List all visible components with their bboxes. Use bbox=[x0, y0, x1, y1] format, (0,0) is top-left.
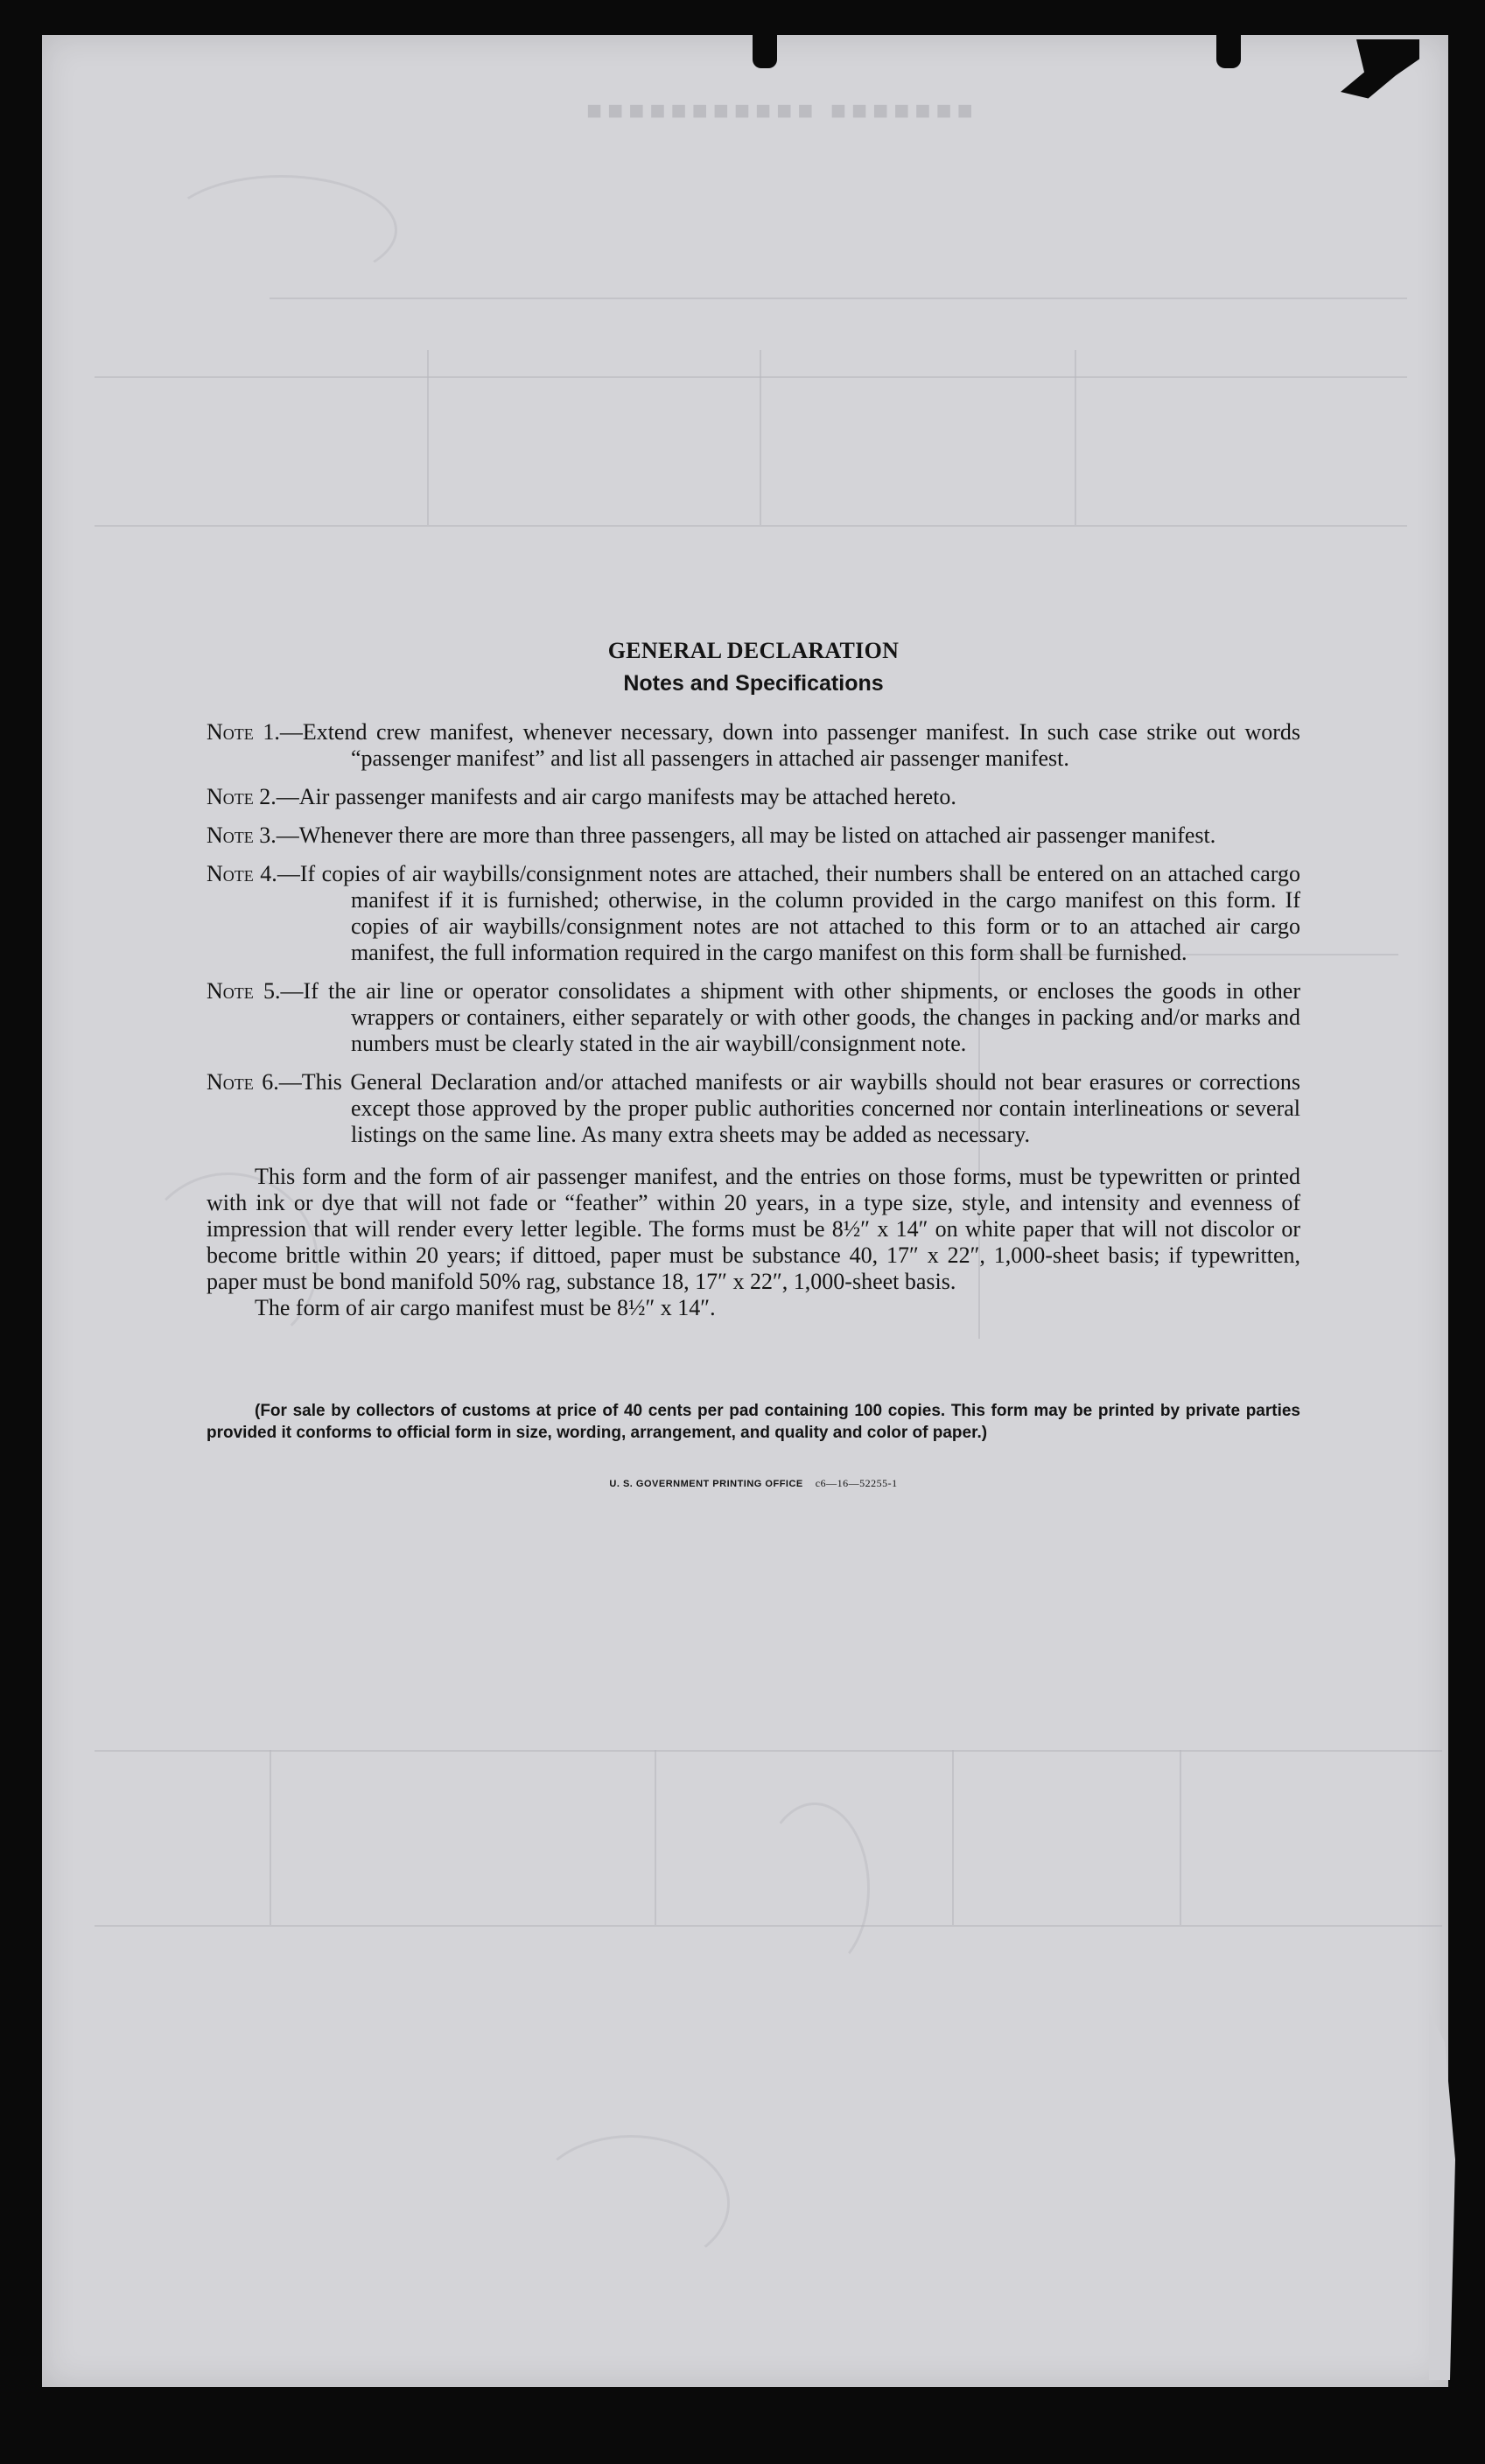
note-2: Note 2.—Air passenger manifests and air cargo manifests may be attached hereto. bbox=[207, 784, 956, 809]
note-text: Whenever there are more than three passengers, all may be listed on attached air passenger manifest. bbox=[298, 822, 1216, 848]
note-6: Note 6.—This General Declaration and/or attached manifests or air waybills should not bear erasures or corrections except those approved by the proper public authorities concerned nor contain interlineations or several listings on the same line. As many extra sheets may be added as necessary. bbox=[207, 1069, 1301, 1147]
note-1: Note 1.—Extend crew manifest, whenever necessary, down into passenger manifest. In such case strike out words “passenger manifest” and list all passengers in attached air passenger manifest. bbox=[207, 719, 1301, 771]
bleed-through-line bbox=[270, 1750, 271, 1925]
bleed-through-line bbox=[95, 1750, 1442, 1752]
printer-imprint bbox=[207, 1470, 1300, 1497]
note-5: Note 5.—If the air line or operator consolidates a shipment with other shipments, or encloses the goods in other wrappers or containers, either separately or with other goods, the changes in packing and/or marks and numbers must be clearly stated in the air waybill/consignment note. bbox=[207, 978, 1300, 1056]
page-title: GENERAL DECLARATION bbox=[607, 638, 900, 663]
bleed-through-line bbox=[95, 525, 1407, 527]
note-text: Air passenger manifests and air cargo manifests may be attached hereto. bbox=[298, 784, 956, 809]
bleed-through-line bbox=[760, 350, 761, 525]
printer-name: U. S. GOVERNMENT PRINTING OFFICE bbox=[609, 1479, 803, 1489]
punch-notch bbox=[1216, 35, 1241, 68]
note-label: Note 5. bbox=[207, 978, 281, 1004]
declaration-notes bbox=[207, 637, 1300, 1497]
note-text: If the air line or operator consolidates a shipment with other shipments, or encloses the goods in other wrappers or containers, either separately or with other goods, the changes in packing and/or marks and numbers must be clearly stated in the air waybill/consignment note. bbox=[303, 978, 1300, 1056]
cargo-manifest-size-paragraph: The form of air cargo manifest must be 8½″ x 14″. bbox=[255, 1295, 716, 1320]
note-3: Note 3.—Whenever there are more than three passengers, all may be listed on attached air passenger manifest. bbox=[207, 822, 1216, 848]
bleed-through-line bbox=[95, 376, 1407, 378]
note-4: Note 4.—If copies of air waybills/consignment notes are attached, their numbers shall be entered on an attached cargo manifest if it is furnished; otherwise, in the column provided in the cargo manifest on this form. If copies of air waybills/consignment notes are not attached to this form or to an attached air cargo manifest, the full information required in the cargo manifest on this form shall be furnished. bbox=[207, 861, 1300, 965]
bleed-through-marking: ■■■■■■■ ■■■■■■■■■■■ bbox=[581, 96, 973, 125]
bleed-through-line bbox=[655, 1750, 656, 1925]
bleed-through-line bbox=[952, 1750, 954, 1925]
sale-notice bbox=[207, 1400, 1300, 1444]
page-subtitle: Notes and Specifications bbox=[623, 671, 884, 696]
bleed-through-line bbox=[1075, 350, 1076, 525]
bleed-through-line bbox=[427, 350, 429, 525]
bleed-through-line bbox=[1180, 1750, 1181, 1925]
note-label: Note 6. bbox=[207, 1069, 279, 1095]
note-label: Note 1. bbox=[207, 719, 280, 745]
bleed-through-signature bbox=[165, 175, 397, 285]
note-text: Extend crew manifest, whenever necessary, down into passenger manifest. In such case strike out words “passenger manifest” and list all passengers in attached air passenger manifest. bbox=[302, 719, 1301, 771]
note-text: If copies of air waybills/consignment notes are attached, their numbers shall be entered on an attached cargo manifest if it is furnished; otherwise, in the column provided in the cargo manifest on this form. If copies of air waybills/consignment notes are not attached to this form or to an attached air cargo manifest, the full information required in the cargo manifest on this form shall be furnished. bbox=[299, 861, 1300, 965]
bleed-through-line bbox=[270, 298, 1407, 299]
note-label: Note 2. bbox=[207, 784, 277, 809]
paper-edge bbox=[1429, 2012, 1455, 2380]
printer-code: c6—16—52255-1 bbox=[815, 1477, 898, 1489]
note-label: Note 3. bbox=[207, 822, 277, 848]
sale-notice-text: (For sale by collectors of customs at price of 40 cents per pad containing 100 copies. This form may be printed by private parties provided it conforms to official form in size, wording, arrangement, and quality and color of paper.) bbox=[207, 1402, 1300, 1442]
note-text: This General Declaration and/or attached manifests or air waybills should not bear erasures or corrections except those approved by the proper public authorities concerned nor contain interlineations or several listings on the same line. As many extra sheets may be added as necessary. bbox=[301, 1069, 1301, 1147]
bleed-through-signature bbox=[760, 1802, 870, 1974]
punch-notch bbox=[753, 35, 777, 68]
note-label: Note 4. bbox=[207, 861, 277, 886]
bleed-through-signature bbox=[532, 2135, 730, 2272]
paper-specification-paragraph: This form and the form of air passenger manifest, and the entries on those forms, must be typewritten or printed with ink or dye that will not fade or “feather” within 20 years, in a type size, style, and intensity and evenness of impression that will render every letter legible. The forms must be 8½″ x 14″ on white paper that will not discolor or become brittle within 20 years; if dittoed, paper must be substance 40, 17″ x 22″, 1,000-sheet basis; if typewritten, paper must be bond manifold 50% rag, substance 18, 17″ x 22″, 1,000-sheet basis. bbox=[207, 1164, 1300, 1294]
